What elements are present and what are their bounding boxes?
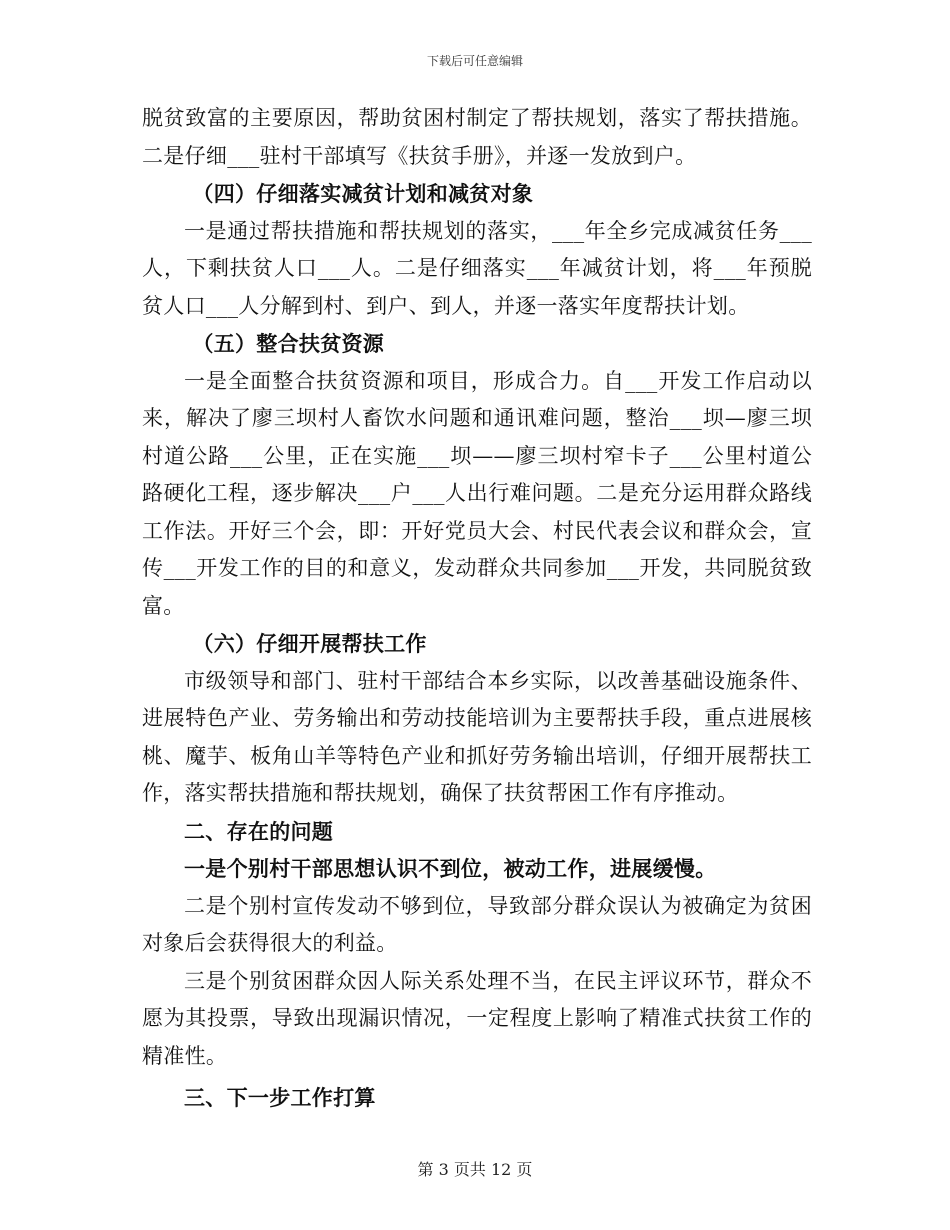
paragraph-resources: 一是全面整合扶贫资源和项目，形成合力。自___开发工作启动以来，解决了廖三坝村人畜饮水问题和通讯难问题，整治___坝—廖三坝村道公路___公里，正在实施___坝——廖三坝村窄卡子___公里村道公路硬化工程，逐步解决___户___人出行难问题。二是充分运用群众路线工作法。开好三个会，即：开好党员大会、村民代表会议和群众会，宣传___开发工作的目的和意义，发动群众共同参加___开发，共同脱贫致富。 <box>142 368 812 618</box>
problem-item-3: 三是个别贫困群众因人际关系处理不当，在民主评议环节，群众不愿为其投票，导致出现漏识情况，一定程度上影响了精准式扶贫工作的精准性。 <box>142 968 812 1068</box>
section-heading-6: （六）仔细开展帮扶工作 <box>192 631 427 656</box>
section-heading-4: （四）仔细落实减贫计划和减贫对象 <box>192 181 534 206</box>
paragraph-continuation: 脱贫致富的主要原因，帮助贫困村制定了帮扶规划，落实了帮扶措施。二是仔细___驻村干部填写《扶贫手册》，并逐一发放到户。 <box>142 106 812 168</box>
paragraph-poverty-reduction: 一是通过帮扶措施和帮扶规划的落实，___年全乡完成减贫任务___人，下剩扶贫人口___人。二是仔细落实___年减贫计划，将___年预脱贫人口___人分解到村、到户、到人，并逐一落实年度帮扶计划。 <box>142 218 812 318</box>
document-body <box>142 100 812 1117</box>
major-heading-problems: 二、存在的问题 <box>184 818 334 844</box>
major-heading-next-steps: 三、下一步工作打算 <box>184 1085 376 1110</box>
paragraph-assistance-work: 市级领导和部门、驻村干部结合本乡实际，以改善基础设施条件、进展特色产业、劳务输出和劳动技能培训为主要帮扶手段，重点进展核桃、魔芋、板角山羊等特色产业和抓好劳务输出培训，仔细开展帮扶工作，落实帮扶措施和帮扶规划，确保了扶贫帮困工作有序推动。 <box>142 668 812 805</box>
page-number-footer: 第 3 页共 12 页 <box>417 1160 533 1179</box>
section-heading-5: （五）整合扶贫资源 <box>192 331 385 356</box>
page-header-note: 下载后可任意编辑 <box>426 54 523 68</box>
problem-item-2: 二是个别村宣传发动不够到位，导致部分群众误认为被确定为贫困对象后会获得很大的利益。 <box>142 893 812 955</box>
problem-item-1: 一是个别村干部思想认识不到位，被动工作，进展缓慢。 <box>184 856 717 881</box>
